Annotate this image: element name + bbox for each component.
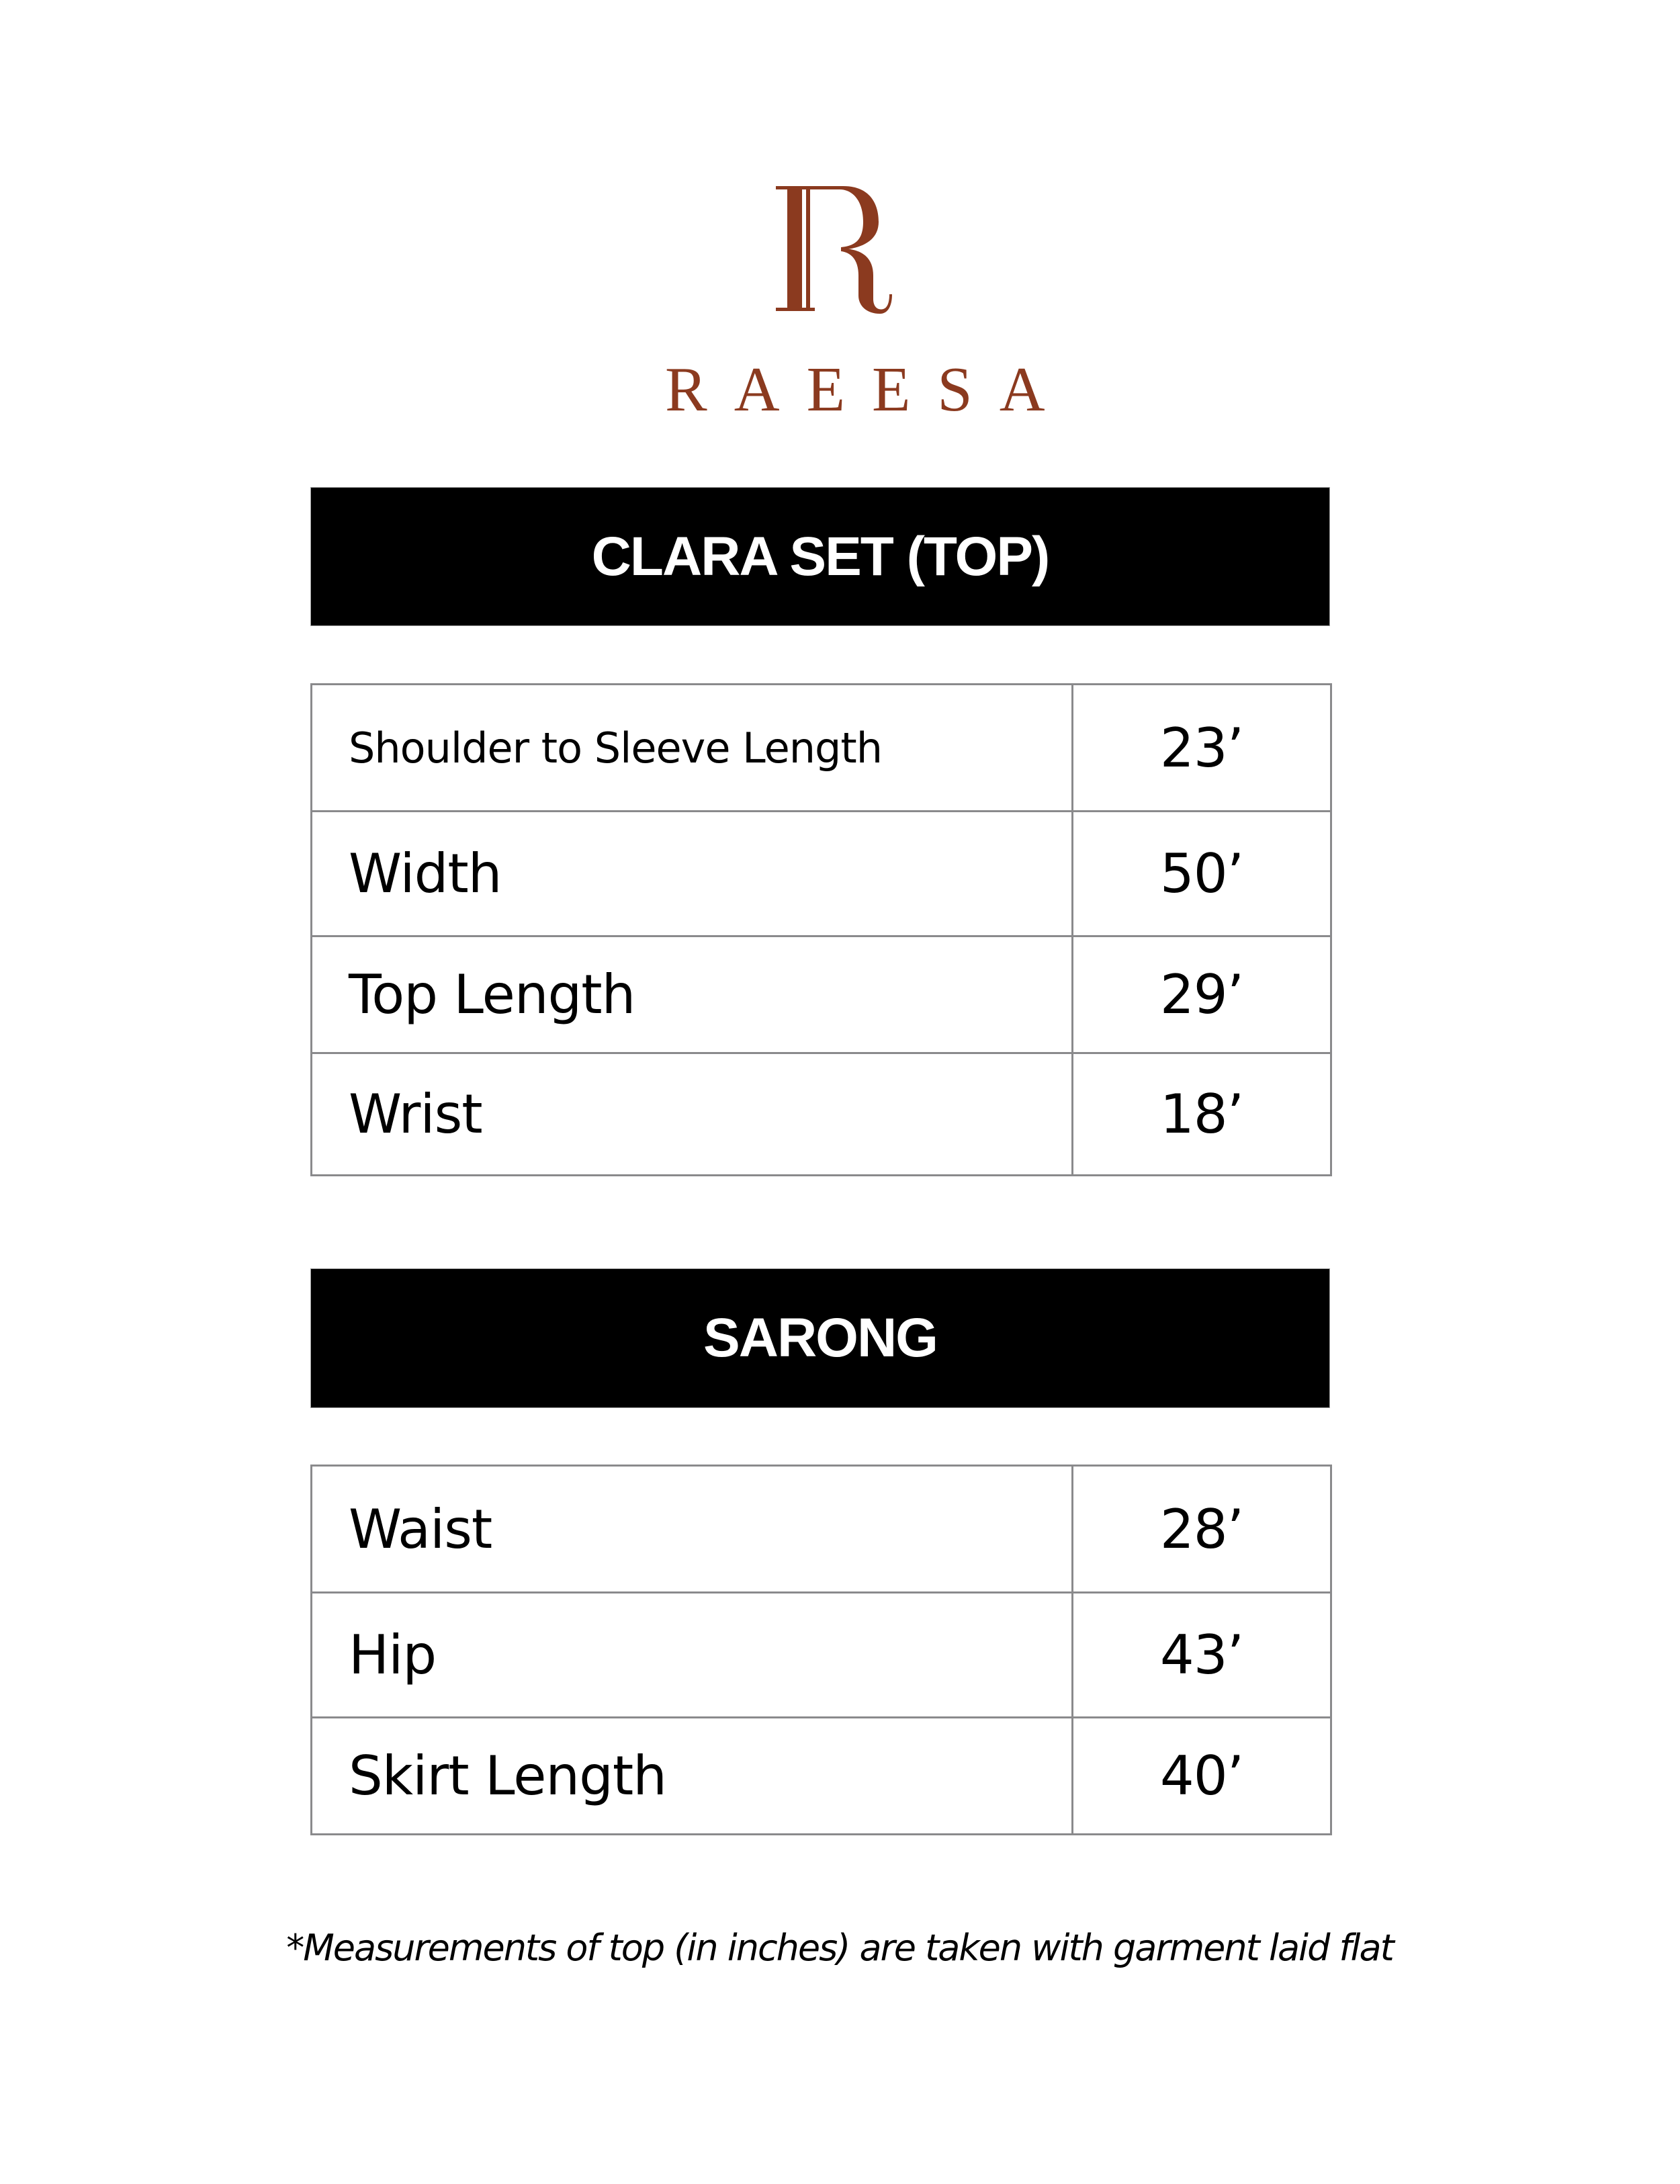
measurement-label: Wrist	[312, 1053, 1073, 1176]
table-row	[312, 936, 1331, 1053]
section-title: SARONG	[703, 1307, 937, 1368]
measurements-table-top	[310, 683, 1332, 1176]
measurement-value: 28’	[1073, 1466, 1331, 1593]
table-row	[312, 812, 1331, 936]
table-row	[312, 685, 1331, 812]
measurement-label: Top Length	[312, 936, 1073, 1053]
measurement-label: Waist	[312, 1466, 1073, 1593]
measurement-value: 29’	[1073, 936, 1331, 1053]
measurement-value: 18’	[1073, 1053, 1331, 1176]
table-row	[312, 1718, 1331, 1835]
section-title: CLARA SET (TOP)	[591, 525, 1049, 587]
measurement-value: 50’	[1073, 812, 1331, 936]
measurement-label: Width	[312, 812, 1073, 936]
measurement-value: 40’	[1073, 1718, 1331, 1835]
table-row	[312, 1466, 1331, 1593]
table-row	[312, 1593, 1331, 1718]
brand-monogram-logo	[772, 181, 900, 316]
monogram-r-icon	[772, 181, 900, 316]
section-banner-clara-set-top	[310, 487, 1330, 626]
measurement-footnote: *Measurements of top (in inches) are taken with garment laid flat	[286, 1927, 1393, 1969]
table-row	[312, 1053, 1331, 1176]
measurement-label: Hip	[312, 1593, 1073, 1718]
measurements-table-sarong	[310, 1465, 1332, 1835]
measurement-value: 43’	[1073, 1593, 1331, 1718]
measurement-label: Skirt Length	[312, 1718, 1073, 1835]
section-banner-sarong	[310, 1268, 1330, 1408]
measurement-value: 23’	[1073, 685, 1331, 812]
brand-wordmark: RAEESA	[665, 355, 1072, 425]
measurement-label: Shoulder to Sleeve Length	[312, 685, 1073, 812]
